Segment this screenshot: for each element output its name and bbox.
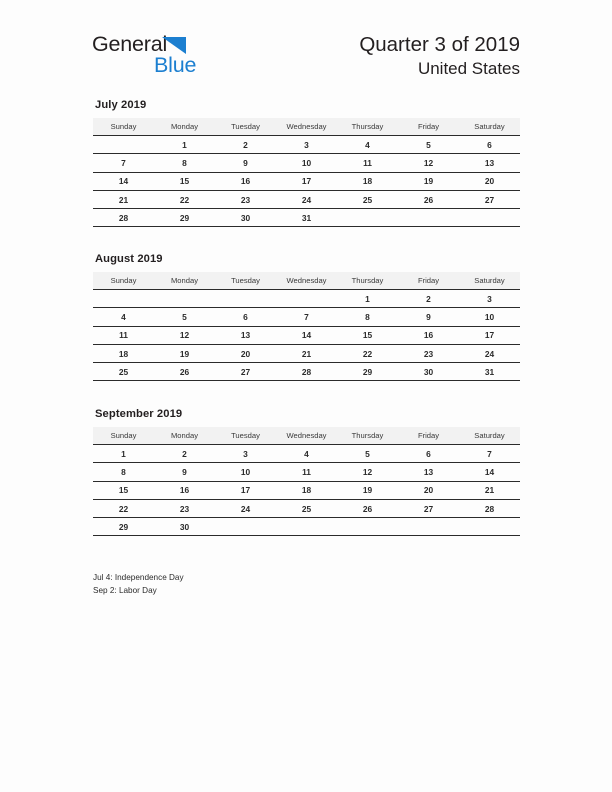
calendar-day: 21 [93,190,154,208]
calendar-day: 16 [154,481,215,499]
month-block-july [93,99,520,227]
calendar-day: 24 [459,344,520,362]
calendar-day: 11 [276,463,337,481]
calendar-day: 12 [337,463,398,481]
calendar-day: 18 [337,172,398,190]
calendar-day: 2 [398,290,459,308]
weekday-header-thursday: Thursday [337,427,398,445]
weekday-header-wednesday: Wednesday [276,427,337,445]
calendar-day: 6 [398,445,459,463]
calendar-day: 27 [459,190,520,208]
calendar-day: 29 [337,363,398,381]
holiday-legend-item: Jul 4: Independence Day [93,573,184,582]
calendar-day-holiday: 2 [154,445,215,463]
calendar-week-row [93,172,520,190]
weekday-header-tuesday: Tuesday [215,427,276,445]
calendar-table [93,272,520,381]
calendar-day-empty [276,518,337,536]
calendar-week-row [93,308,520,326]
calendar-table [93,118,520,227]
calendar-day: 26 [154,363,215,381]
calendar-day: 16 [398,326,459,344]
calendar-day: 30 [154,518,215,536]
calendar-day-empty [398,209,459,227]
calendar-week-row [93,499,520,517]
calendar-day-empty [276,290,337,308]
calendar-day: 2 [215,136,276,154]
calendar-day-empty [215,518,276,536]
calendar-day: 3 [215,445,276,463]
calendar-day: 26 [337,499,398,517]
weekday-header-thursday: Thursday [337,118,398,136]
weekday-header-tuesday: Tuesday [215,118,276,136]
calendar-day: 13 [459,154,520,172]
month-block-september [93,408,520,536]
calendar-day: 5 [154,308,215,326]
calendar-day: 24 [215,499,276,517]
calendar-week-row [93,154,520,172]
weekday-header-monday: Monday [154,118,215,136]
calendar-day: 25 [337,190,398,208]
weekday-header-row [93,272,520,290]
calendar-week-row [93,463,520,481]
calendar-head [93,118,520,136]
calendar-day: 13 [398,463,459,481]
month-title: July 2019 [95,99,147,111]
weekday-header-wednesday: Wednesday [276,118,337,136]
calendar-day: 17 [459,326,520,344]
calendar-week-row [93,209,520,227]
calendar-day: 3 [276,136,337,154]
weekday-header-saturday: Saturday [459,427,520,445]
calendar-day-empty [337,209,398,227]
calendar-day: 1 [154,136,215,154]
calendar-day: 3 [459,290,520,308]
calendar-day: 19 [398,172,459,190]
weekday-header-friday: Friday [398,272,459,290]
calendar-body [93,290,520,381]
calendar-day: 5 [398,136,459,154]
calendar-day: 10 [459,308,520,326]
weekday-header-saturday: Saturday [459,118,520,136]
calendar-day: 27 [215,363,276,381]
page-header [0,0,612,96]
calendar-day: 20 [215,344,276,362]
weekday-header-friday: Friday [398,427,459,445]
weekday-header-sunday: Sunday [93,427,154,445]
brand-logo [92,34,292,86]
calendar-day: 9 [215,154,276,172]
weekday-header-row [93,427,520,445]
calendar-day: 29 [93,518,154,536]
holiday-legend [93,571,184,598]
calendar-day: 15 [93,481,154,499]
calendar-week-row [93,445,520,463]
page-title: Quarter 3 of 2019 [359,33,520,56]
calendar-day: 22 [337,344,398,362]
calendar-day: 28 [459,499,520,517]
calendar-day-empty [215,290,276,308]
calendar-day: 9 [154,463,215,481]
calendar-day: 24 [276,190,337,208]
calendar-day: 8 [93,463,154,481]
calendar-day: 27 [398,499,459,517]
logo-text-general: General [92,32,168,56]
calendar-week-row [93,344,520,362]
calendar-week-row [93,481,520,499]
calendar-week-row [93,518,520,536]
weekday-header-saturday: Saturday [459,272,520,290]
calendar-day: 4 [276,445,337,463]
weekday-header-friday: Friday [398,118,459,136]
calendar-day: 15 [154,172,215,190]
month-title: September 2019 [95,408,183,420]
calendar-day: 6 [459,136,520,154]
calendar-day: 26 [398,190,459,208]
month-title: August 2019 [95,253,163,265]
calendar-day: 23 [398,344,459,362]
calendar-day: 11 [93,326,154,344]
calendar-day: 29 [154,209,215,227]
calendar-day: 30 [215,209,276,227]
weekday-header-monday: Monday [154,272,215,290]
calendar-day: 12 [154,326,215,344]
calendar-day: 21 [276,344,337,362]
weekday-header-sunday: Sunday [93,272,154,290]
month-block-august [93,253,520,381]
holiday-legend-item: Sep 2: Labor Day [93,586,157,596]
calendar-week-row [93,363,520,381]
calendar-day: 28 [93,209,154,227]
calendar-day: 28 [276,363,337,381]
calendar-day: 7 [459,445,520,463]
title-block [359,33,520,79]
calendar-body [93,136,520,227]
calendar-day-empty [93,290,154,308]
calendar-day: 15 [337,326,398,344]
calendar-day: 25 [93,363,154,381]
calendar-day: 1 [337,290,398,308]
weekday-header-monday: Monday [154,427,215,445]
calendar-day: 23 [215,190,276,208]
calendar-day: 10 [276,154,337,172]
calendar-day: 20 [459,172,520,190]
calendar-day: 21 [459,481,520,499]
calendar-day: 13 [215,326,276,344]
logo-triangle-icon [162,37,186,54]
calendar-head [93,427,520,445]
calendar-day: 14 [93,172,154,190]
calendar-week-row [93,290,520,308]
calendar-day: 22 [154,190,215,208]
calendar-day: 14 [276,326,337,344]
calendar-day: 8 [337,308,398,326]
weekday-header-tuesday: Tuesday [215,272,276,290]
calendar-day: 6 [215,308,276,326]
calendar-day: 10 [215,463,276,481]
calendar-day: 18 [93,344,154,362]
calendar-day: 9 [398,308,459,326]
page-subtitle: United States [417,59,520,79]
calendar-day: 22 [93,499,154,517]
calendar-day-empty [459,209,520,227]
calendar-day: 18 [276,481,337,499]
calendar-day: 16 [215,172,276,190]
weekday-header-row [93,118,520,136]
calendar-day: 25 [276,499,337,517]
calendar-day: 17 [276,172,337,190]
calendar-week-row [93,326,520,344]
calendar-day: 17 [215,481,276,499]
calendar-head [93,272,520,290]
calendar-table [93,427,520,536]
calendar-day: 23 [154,499,215,517]
calendar-day: 30 [398,363,459,381]
calendar-week-row [93,136,520,154]
weekday-header-sunday: Sunday [93,118,154,136]
calendar-day-empty [398,518,459,536]
calendar-day: 8 [154,154,215,172]
calendar-day: 19 [154,344,215,362]
calendar-day: 7 [93,154,154,172]
calendar-day: 19 [337,481,398,499]
calendar-day-empty [459,518,520,536]
calendar-day: 14 [459,463,520,481]
calendar-day: 31 [459,363,520,381]
calendar-day-empty [93,136,154,154]
calendar-day: 5 [337,445,398,463]
calendar-day-holiday: 4 [337,136,398,154]
calendar-day: 31 [276,209,337,227]
weekday-header-wednesday: Wednesday [276,272,337,290]
calendar-day: 7 [276,308,337,326]
weekday-header-thursday: Thursday [337,272,398,290]
calendar-day: 11 [337,154,398,172]
calendar-day: 4 [93,308,154,326]
calendar-day: 12 [398,154,459,172]
calendar-day: 20 [398,481,459,499]
calendar-day: 1 [93,445,154,463]
logo-text-blue: Blue [154,53,197,77]
calendar-week-row [93,190,520,208]
calendar-body [93,445,520,536]
calendar-day-empty [154,290,215,308]
calendar-day-empty [337,518,398,536]
